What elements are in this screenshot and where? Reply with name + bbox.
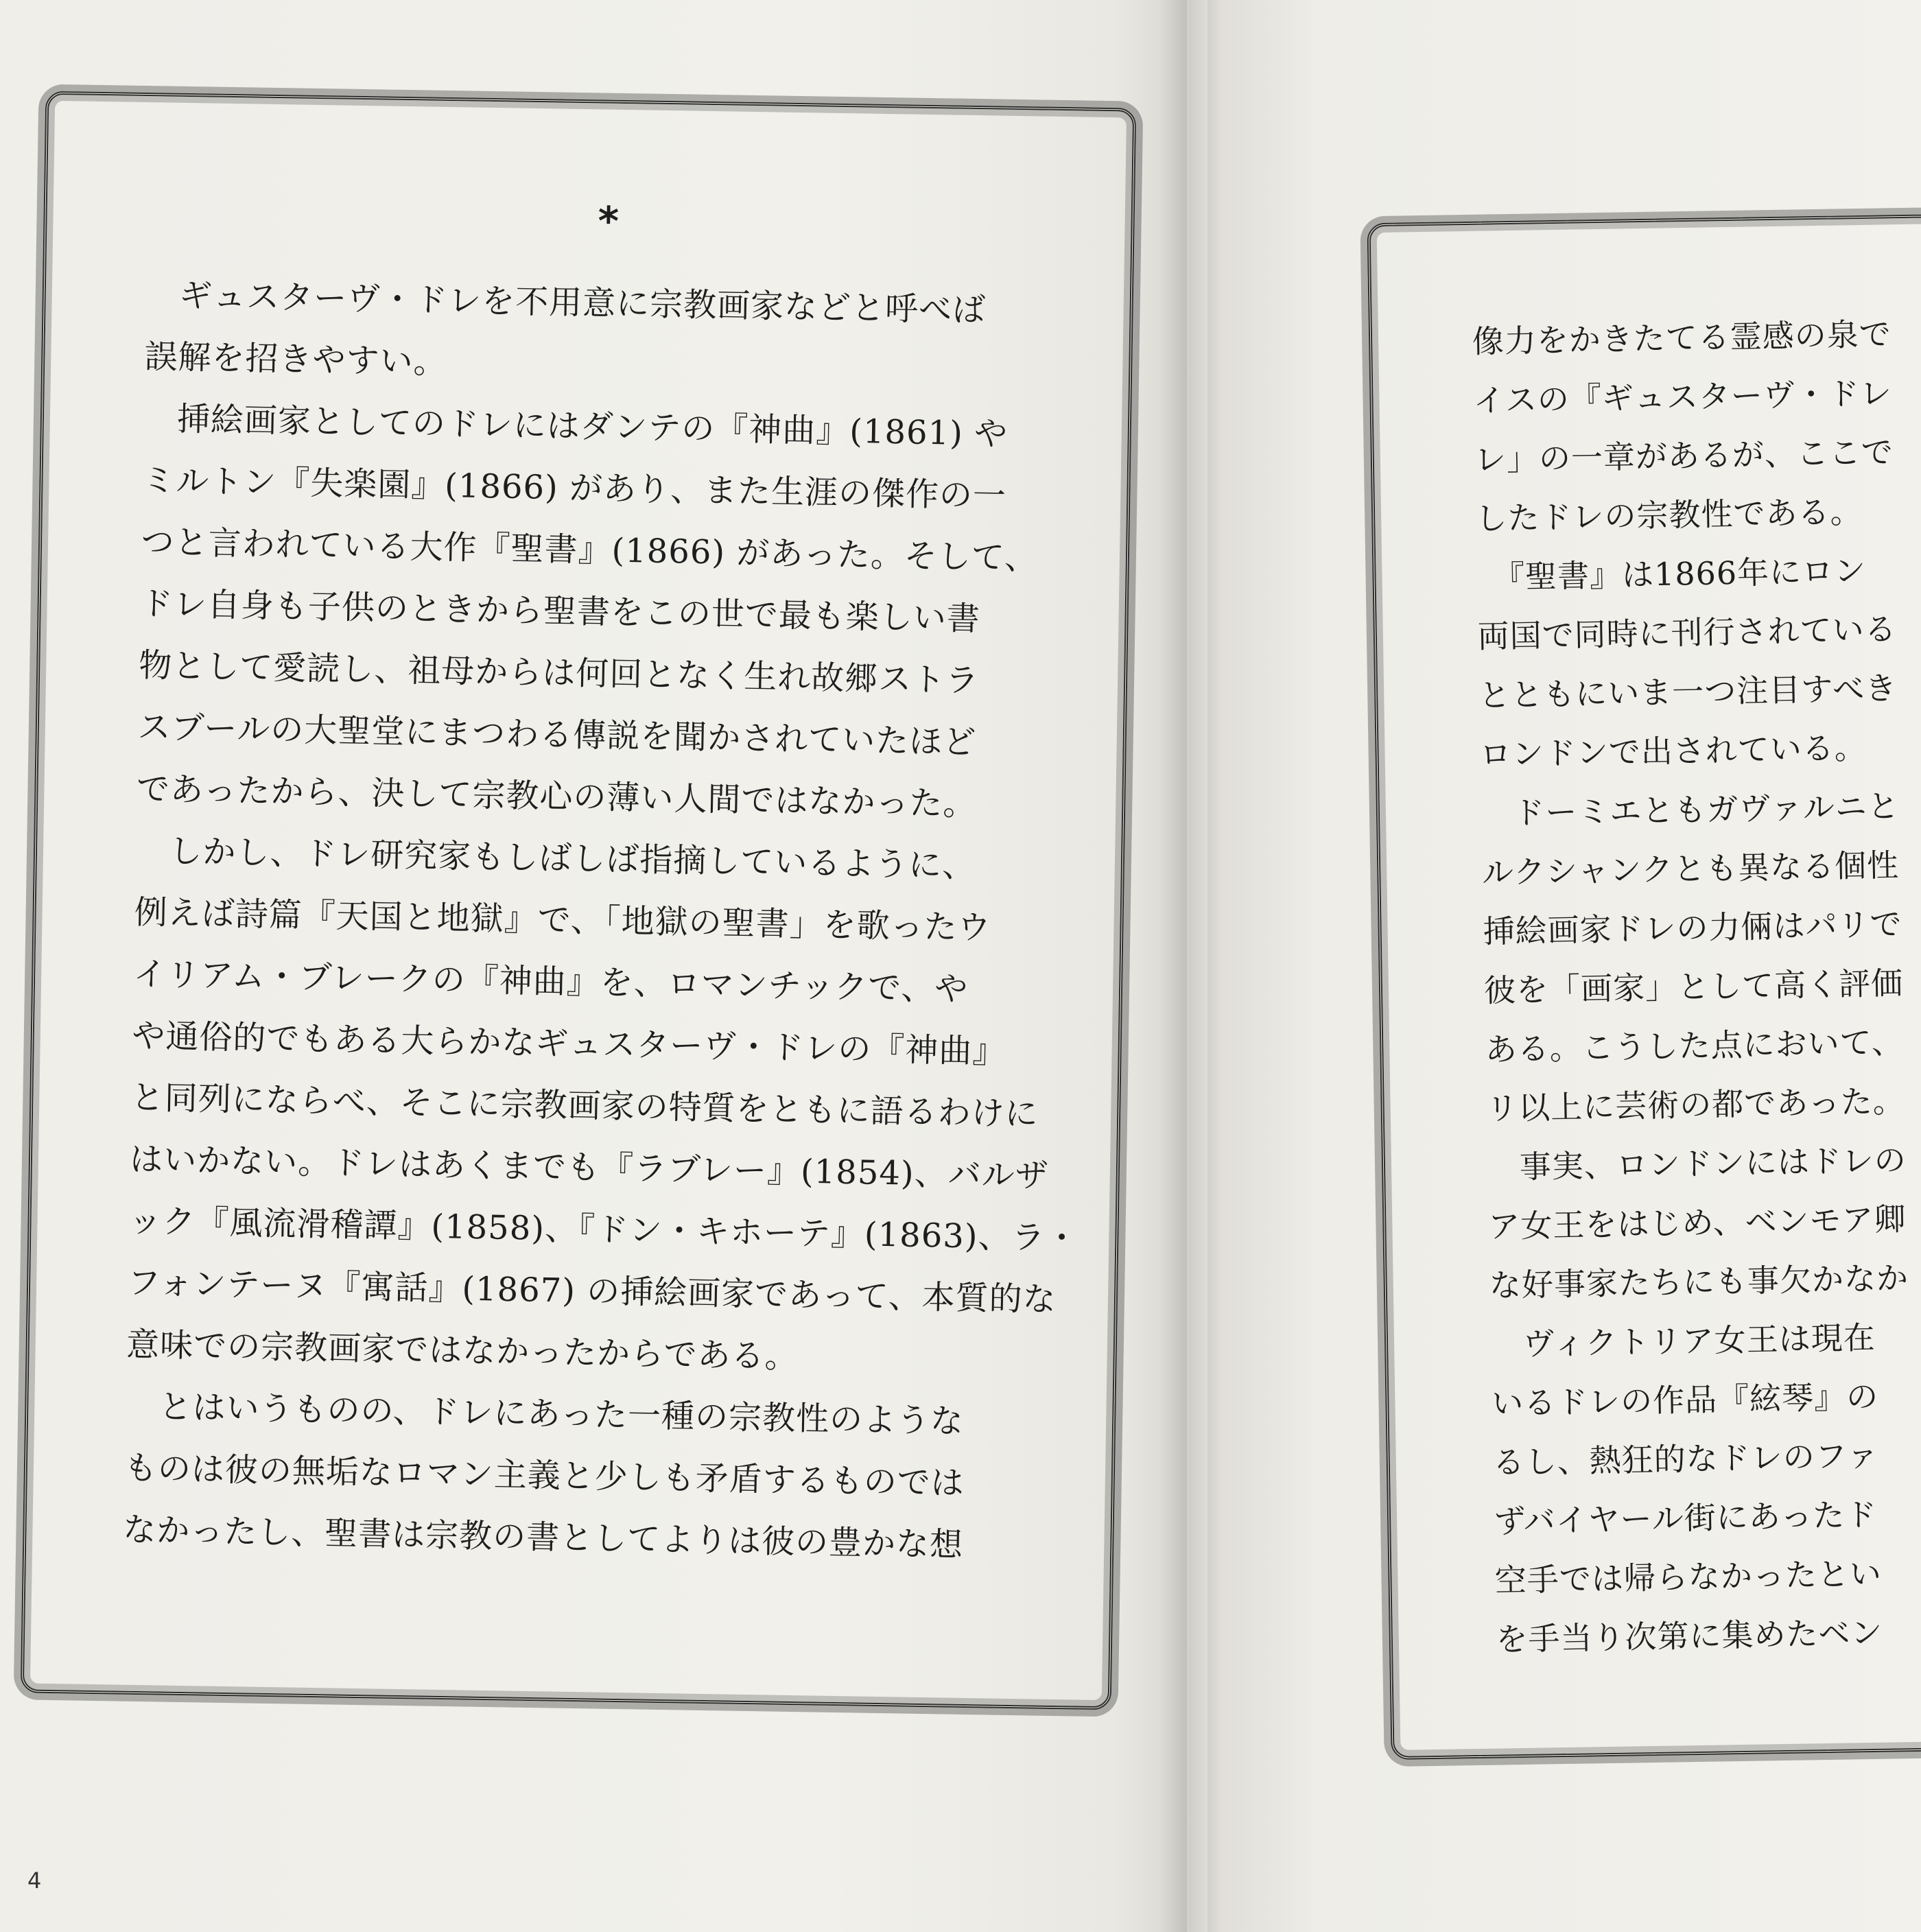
text-line: 『聖書』は1866年にロン [1476, 552, 1867, 596]
text-line: フォンテーヌ『寓話』(1867) の挿絵画家であって、本質的な [127, 1263, 1057, 1319]
text-line: ミルトン『失楽園』(1866) があり、また生涯の傑作の一 [141, 460, 1007, 516]
text-line: ある。こうした点において、 [1485, 1023, 1905, 1068]
text-line: なかったし、聖書は宗教の書としてよりは彼の豊かな想 [122, 1510, 964, 1565]
text-line: ック『風流滑稽譚』(1858)、『ドン・キホーテ』(1863)、ラ・ [128, 1201, 1080, 1258]
text-line: リ以上に芸術の都であった。 [1485, 1082, 1906, 1127]
text-line: ものは彼の無垢なロマン主義と少しも矛盾するものでは [123, 1448, 965, 1503]
text-line: と同列にならべ、そこに宗教画家の特質をともに語るわけに [130, 1078, 1039, 1134]
text-line: 挿絵画家ドレの力倆はパリで [1483, 905, 1902, 950]
left-text-lines [122, 264, 1080, 1577]
text-line: つと言われている大作『聖書』(1866) があった。そして、 [141, 522, 1039, 578]
text-line: ドーミエともガヴァルニと [1480, 787, 1900, 832]
text-line: 意味での宗教画家ではなかったからである。 [126, 1325, 799, 1376]
text-line: 物として愛読し、祖母からは何回となく生れ故郷ストラ [138, 646, 980, 700]
text-line: とはいうものの、ドレにあった一種の宗教性のような [125, 1387, 965, 1441]
text-line: しかし、ドレ研究家もしばしば指摘しているように、 [134, 831, 976, 886]
text-line: レ」の一章があるが、ここで [1474, 433, 1894, 478]
text-line: 両国で同時に刊行されている [1477, 610, 1898, 655]
right-text-lines [1472, 304, 1921, 1669]
text-line: したドレの宗教性である。 [1475, 493, 1863, 537]
text-line: スブールの大聖堂にまつわる傳説を聞かされていたほど [137, 707, 977, 762]
text-line: イスの『ギュスターヴ・ドレ [1472, 374, 1893, 419]
text-line: ロンドンで出されている。 [1479, 729, 1867, 773]
text-line: ヴィクトリア女王は現在 [1490, 1319, 1876, 1363]
text-line: 像力をかきたてる霊感の泉で [1472, 315, 1892, 360]
text-line: を手当り次第に集めたベン [1495, 1614, 1883, 1658]
text-line: 誤解を招きやすい。 [144, 337, 448, 382]
text-line: ア女王をはじめ、ベンモア卿 [1487, 1200, 1907, 1245]
text-line: や通俗的でもある大らかなギュスターヴ・ドレの『神曲』 [131, 1016, 1006, 1072]
text-line: 事実、ロンドンにはドレの [1487, 1141, 1907, 1186]
text-line: ルクシャンクとも異なる個性 [1481, 846, 1900, 891]
section-asterisk: * [598, 198, 620, 245]
text-line: いるドレの作品『絃琴』の [1491, 1378, 1879, 1422]
text-line: 挿絵画家としてのドレにはダンテの『神曲』(1861) や [143, 399, 1009, 454]
text-line: 例えば詩篇『天国と地獄』で、「地獄の聖書」を歌ったウ [134, 893, 992, 947]
text-line: るし、熱狂的なドレのファ [1492, 1437, 1880, 1481]
text-line: ずバイヤール街にあったド [1493, 1496, 1878, 1540]
text-line: イリアム・ブレークの『神曲』を、ロマンチックで、や [132, 954, 969, 1009]
text-line: 空手では帰らなかったとい [1494, 1555, 1883, 1599]
book-gutter [1159, 0, 1221, 1932]
right-page-text [1472, 304, 1921, 1669]
text-line: ドレ自身も子供のときから聖書をこの世で最も楽しい書 [139, 584, 981, 639]
text-line: 彼を「画家」として高く評価 [1483, 964, 1904, 1009]
text-line: な好事家たちにも事欠かなか [1489, 1259, 1909, 1304]
text-line: とともにいま一つ注目すべき [1478, 669, 1898, 714]
text-line: であったから、決して宗教心の薄い人間ではなかった。 [136, 769, 977, 824]
text-line: ギュスターヴ・ドレを不用意に宗教画家などと呼べば [145, 275, 987, 330]
text-line: はいかない。ドレはあくまでも『ラブレー』(1854)、バルザ [129, 1140, 1050, 1196]
page-number: 4 [27, 1868, 42, 1894]
left-page-text [122, 192, 1080, 1577]
